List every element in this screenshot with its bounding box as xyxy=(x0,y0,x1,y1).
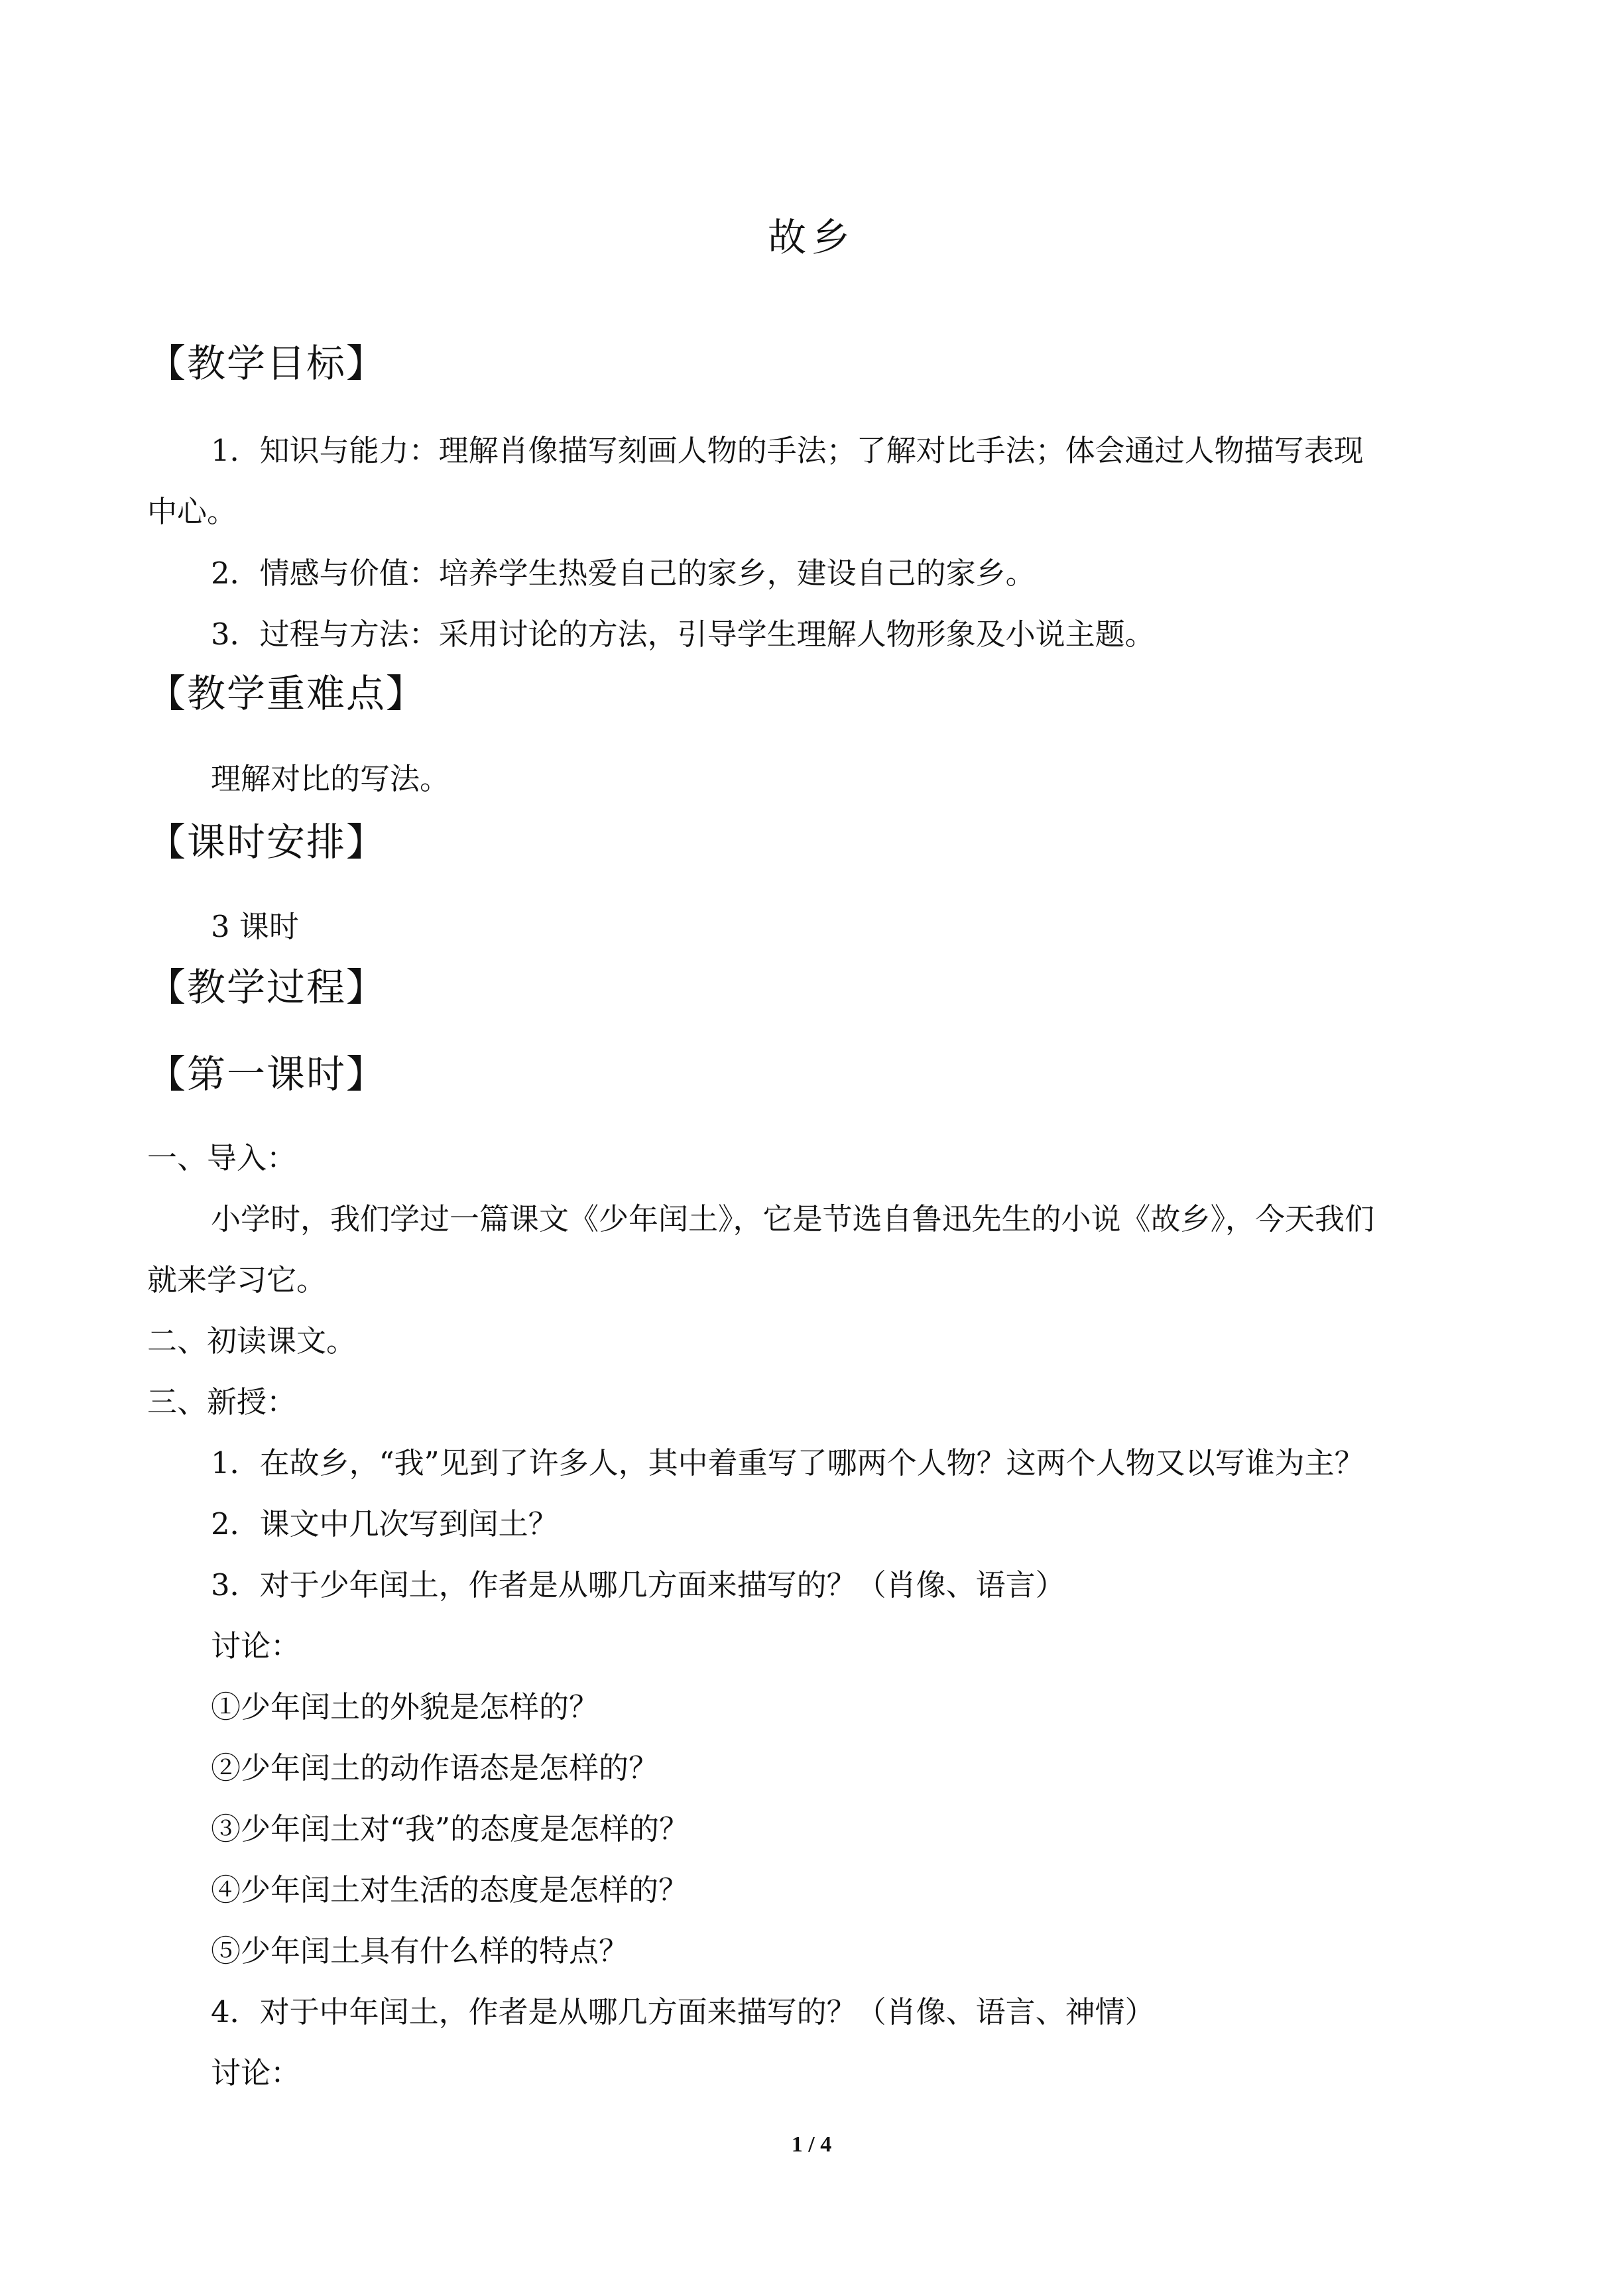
section-intro-line-1: 小学时，我们学过一篇课文《少年闰土》，它是节选自鲁迅先生的小说《故乡》，今天我们 xyxy=(211,1201,1375,1237)
objective-item-1-line-1: 1．知识与能力：理解肖像描写刻画人物的手法；了解对比手法；体会通过人物描写表现 xyxy=(211,433,1364,468)
objective-item-1-line-2: 中心。 xyxy=(147,494,237,529)
section-intro-line-2: 就来学习它。 xyxy=(147,1262,327,1298)
discussion-item-4: ④少年闰土对生活的态度是怎样的？ xyxy=(211,1872,689,1907)
heading-lesson-1: 【第一课时】 xyxy=(147,1052,387,1097)
discussion-item-5: ⑤少年闰土具有什么样的特点？ xyxy=(211,1933,629,1968)
section-first-reading-title: 二、初读课文。 xyxy=(147,1323,357,1359)
heading-schedule: 【课时安排】 xyxy=(147,819,387,865)
discussion-item-3: ③少年闰土对“我”的态度是怎样的？ xyxy=(211,1811,690,1846)
discussion-item-2: ②少年闰土的动作语态是怎样的？ xyxy=(211,1750,659,1785)
page-number: 1 / 4 xyxy=(791,2132,832,2157)
discussion-item-1: ①少年闰土的外貌是怎样的？ xyxy=(211,1689,599,1724)
objective-item-2: 2．情感与价值：培养学生热爱自己的家乡，建设自己的家乡。 xyxy=(211,556,1036,591)
question-3: 3．对于少年闰土，作者是从哪几方面来描写的？（肖像、语言） xyxy=(211,1567,1065,1602)
schedule-text: 3 课时 xyxy=(211,909,299,944)
heading-process: 【教学过程】 xyxy=(147,965,387,1010)
question-4: 4．对于中年闰土，作者是从哪几方面来描写的？（肖像、语言、神情） xyxy=(211,1994,1155,2029)
question-2: 2．课文中几次写到闰土？ xyxy=(211,1506,558,1541)
heading-objectives: 【教学目标】 xyxy=(147,341,387,386)
section-intro-title: 一、导入： xyxy=(147,1140,297,1176)
heading-key-points: 【教学重难点】 xyxy=(147,671,426,716)
objective-item-3: 3．过程与方法：采用讨论的方法，引导学生理解人物形象及小说主题。 xyxy=(211,617,1155,652)
document-title: 故乡 xyxy=(767,215,855,260)
discussion-label-2: 讨论： xyxy=(211,2055,301,2090)
question-1: 1．在故乡，“我”见到了许多人，其中着重写了哪两个人物？这两个人物又以写谁为主？ xyxy=(211,1445,1364,1480)
discussion-label-1: 讨论： xyxy=(211,1628,301,1663)
key-points-text: 理解对比的写法。 xyxy=(211,761,450,796)
section-new-lesson-title: 三、新授： xyxy=(147,1384,297,1420)
